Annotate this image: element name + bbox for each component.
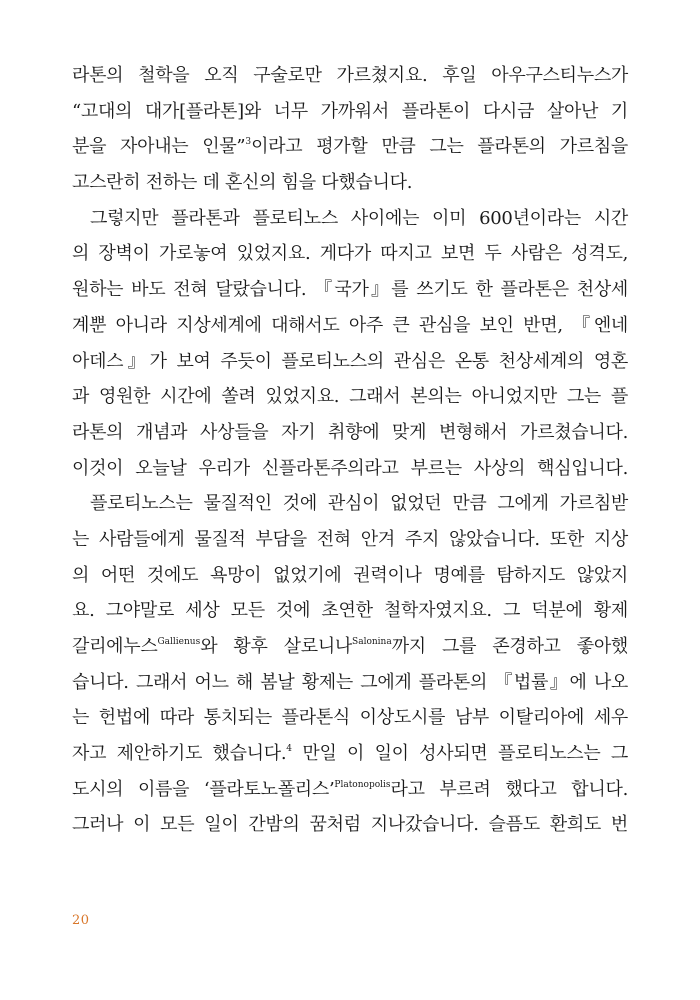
text-line: 라톤의 철학을 오직 구술로만 가르쳤지요. 후일 아우구스티누스가: [72, 65, 628, 86]
body-text: [72, 58, 628, 843]
text-line: [72, 129, 628, 165]
text-line: 라톤의 개념과 사상들을 자기 취향에 맞게 변형해서 가르쳤습니다.: [72, 421, 628, 443]
text-run: 도시의 이름을 ‘플라토노폴리스’: [72, 778, 335, 800]
text-line: 는 헌법에 따라 통치되는 플라톤식 이상도시를 남부 이탈리아에 세우: [72, 707, 628, 729]
latin-gloss: Gallienus: [157, 637, 201, 647]
text-run: 분을 자아내는 인물”: [72, 136, 246, 158]
text-line: 요. 그야말로 세상 모든 것에 초연한 철학자였지요. 그 덕분에 황제: [72, 600, 628, 622]
text-run: 이라고 평가할 만큼 그는 플라톤의 가르침을: [251, 136, 628, 158]
text-line: “고대의 대가[플라톤]와 너무 가까워서 플라톤이 다시금 살아난 기: [72, 100, 628, 122]
text-run: 까지 그를 존경하고 좋아했: [391, 636, 628, 657]
page-number: 20: [72, 913, 90, 928]
text-run: 만일 이 일이 성사되면 플로티노스는 그: [292, 743, 629, 765]
text-line: 습니다. 그래서 어느 해 봄날 황제는 그에게 플라톤의 『법률』에 나오: [72, 671, 628, 693]
latin-gloss: Salonina: [352, 637, 392, 647]
text-line: 과 영원한 시간에 쏠려 있었지요. 그래서 본의는 아니었지만 그는 플: [72, 386, 628, 408]
text-run: 라고 부르려 했다고 합니다.: [390, 778, 628, 800]
text-line: 계뿐 아니라 지상세계에 대해서도 아주 큰 관심을 보인 반면, 『엔네: [72, 314, 628, 336]
text-line: 는 사람들에게 물질적 부담을 전혀 안겨 주지 않았습니다. 또한 지상: [72, 528, 628, 550]
text-line: 원하는 바도 전혀 달랐습니다. 『국가』를 쓰기도 한 플라톤은 천상세: [72, 279, 628, 301]
text-line: 그렇지만 플라톤과 플로티노스 사이에는 이미 600년이라는 시간: [90, 207, 628, 229]
footnote-ref: 3: [245, 137, 252, 148]
text-line: 아데스』가 보여 주듯이 플로티노스의 관심은 온통 천상세계의 영혼: [72, 350, 628, 372]
text-line: 의 어떤 것에도 욕망이 없었기에 권력이나 명예를 탐하지도 않았지: [72, 564, 628, 586]
text-line: 플로티노스는 물질적인 것에 관심이 없었던 만큼 그에게 가르침받: [90, 493, 628, 515]
latin-gloss: Platonopolis: [334, 779, 391, 790]
text-run: 와 황후 살로니나: [200, 636, 353, 657]
text-run: 자고 제안하기도 했습니다.: [72, 743, 287, 765]
text-line: 의 장벽이 가로놓여 있었지요. 게다가 따지고 보면 두 사람은 성격도,: [72, 243, 628, 265]
text-line: 이것이 오늘날 우리가 신플라톤주의라고 부르는 사상의 핵심입니다.: [72, 457, 628, 479]
text-line: [72, 772, 628, 808]
text-line: 고스란히 전하는 데 혼신의 힘을 다했습니다.: [72, 172, 413, 194]
text-line: 그러나 이 모든 일이 간밤의 꿈처럼 지나갔습니다. 슬픔도 환희도 번: [72, 814, 628, 836]
text-run: 갈리에누스: [72, 636, 158, 657]
text-line: [72, 736, 628, 772]
footnote-ref: 4: [286, 744, 292, 755]
text-line: [72, 629, 628, 665]
